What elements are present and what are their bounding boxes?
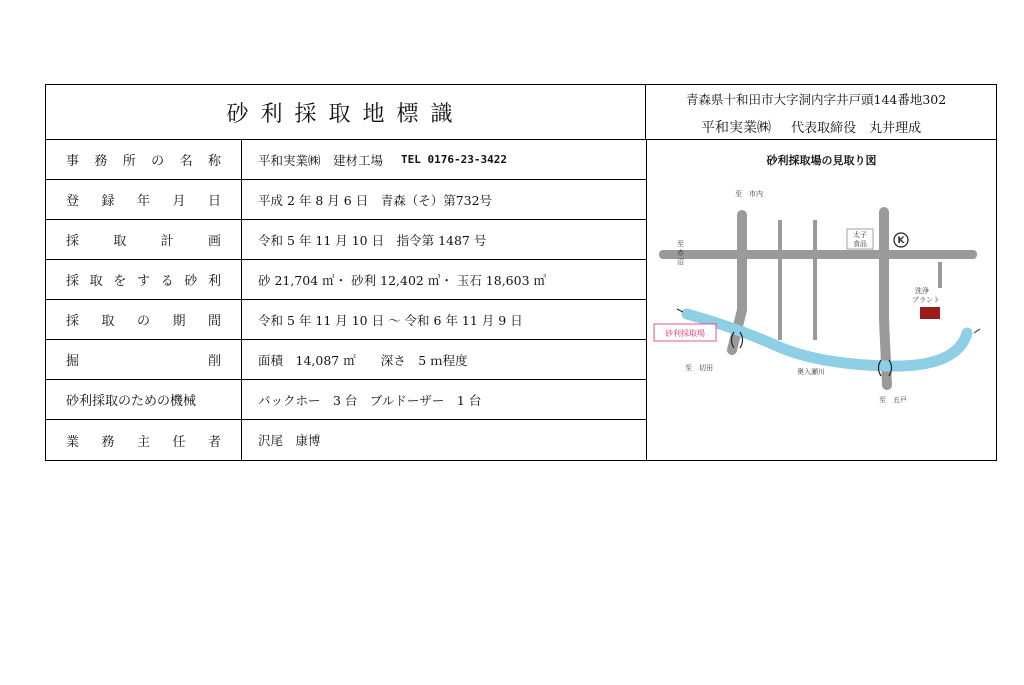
to-city-label: 至 市内 bbox=[735, 190, 763, 198]
plant-label-2: プラント bbox=[912, 296, 940, 304]
row-label-char: 主 bbox=[136, 434, 150, 450]
row-value-text: 沢尾 康博 bbox=[258, 433, 321, 448]
row-label-char: 削 bbox=[207, 354, 221, 369]
row-label-char: 月 bbox=[172, 194, 186, 209]
plant-label-1: 洗浄 bbox=[915, 287, 929, 295]
row-value-text: 令和 5 年 11 月 10 日 指令第 1487 号 bbox=[258, 232, 487, 248]
road-to-gonohe bbox=[884, 212, 887, 385]
row-label-char: 業 bbox=[66, 434, 80, 450]
row-label-char: 取 bbox=[101, 314, 115, 329]
row-value-text: 砂 21,704 ㎥・ 砂利 12,402 ㎥・ 玉石 18,603 ㎥ bbox=[258, 272, 547, 288]
row-label-char: 所 bbox=[122, 154, 136, 169]
owner-representative: 代表取締役 丸井理成 bbox=[791, 121, 922, 136]
page-title: 砂利採取地標識 bbox=[226, 101, 465, 127]
info-row bbox=[46, 140, 646, 180]
taishi-label-1: 太子 bbox=[853, 231, 867, 239]
row-label bbox=[46, 380, 242, 419]
row-value-text: 平和実業㈱ 建材工場 bbox=[258, 152, 384, 168]
row-label-char: の bbox=[151, 154, 165, 169]
title-cell bbox=[46, 85, 646, 140]
row-label-char: 間 bbox=[207, 314, 221, 329]
row-label-char: 事 bbox=[66, 154, 80, 169]
row-label-char: 砂 bbox=[184, 274, 198, 289]
row-label-char: 計 bbox=[160, 234, 174, 249]
office-tel: TEL 0176-23-3422 bbox=[401, 153, 507, 166]
washing-plant-marker bbox=[920, 307, 940, 319]
row-label-char: 日 bbox=[207, 194, 221, 209]
row-label bbox=[46, 420, 242, 460]
row-label bbox=[46, 300, 242, 339]
row-label-char: 採 bbox=[66, 314, 80, 329]
taishi-label-2: 食品 bbox=[853, 240, 867, 248]
row-label-char: 務 bbox=[101, 434, 115, 450]
info-row bbox=[46, 180, 646, 220]
owner-info bbox=[701, 117, 921, 137]
row-value bbox=[258, 420, 321, 460]
row-label-char: 掘 bbox=[66, 354, 80, 369]
row-label-char: 取 bbox=[89, 274, 103, 289]
sign-board bbox=[45, 84, 997, 461]
k-mark-label: K bbox=[897, 236, 905, 246]
row-label-char: 名 bbox=[179, 154, 193, 169]
info-row bbox=[46, 420, 646, 460]
map-title: 砂利採取場の見取り図 bbox=[766, 154, 877, 167]
row-label bbox=[46, 340, 242, 379]
info-row bbox=[46, 300, 646, 340]
row-label-char: 登 bbox=[66, 194, 80, 209]
row-label-char: る bbox=[160, 274, 174, 289]
row-label bbox=[46, 180, 242, 219]
row-value bbox=[258, 300, 523, 339]
row-value-text: 面積 14,087 ㎡ 深さ 5 ｍ程度 bbox=[258, 352, 468, 368]
owner-company: 平和実業㈱ bbox=[701, 120, 771, 136]
row-value bbox=[258, 340, 468, 379]
row-label-char: 利 bbox=[207, 274, 221, 289]
row-label bbox=[46, 140, 242, 179]
to-akanuma-label-2: 赤 bbox=[677, 249, 684, 257]
row-label-char: 採 bbox=[66, 274, 80, 289]
row-label bbox=[46, 220, 242, 259]
site-marker-label: 砂利採取場 bbox=[665, 329, 705, 338]
row-label-text: 砂利採取のための機械 bbox=[66, 394, 197, 409]
row-label-char: 年 bbox=[136, 194, 150, 209]
row-label-char: 取 bbox=[113, 234, 127, 249]
row-value bbox=[258, 140, 507, 179]
river bbox=[687, 314, 967, 366]
row-label-char: 期 bbox=[172, 314, 186, 329]
info-row bbox=[46, 260, 646, 300]
row-value bbox=[258, 220, 486, 259]
owner-cell bbox=[646, 85, 996, 140]
to-kirita-label: 至 切田 bbox=[685, 364, 713, 372]
info-row bbox=[46, 220, 646, 260]
row-label-char: 録 bbox=[101, 194, 115, 209]
row-label-char: す bbox=[136, 274, 150, 289]
row-label-char: 者 bbox=[207, 434, 221, 450]
to-gonohe-label: 至 五戸 bbox=[879, 396, 907, 404]
owner-address: 青森県十和田市大字洞内字井戸頭144番地302 bbox=[686, 92, 947, 107]
row-value bbox=[258, 260, 546, 299]
row-label-char: の bbox=[136, 314, 150, 329]
river-label: 奥入瀬川 bbox=[797, 368, 825, 376]
row-label-char: 称 bbox=[207, 154, 221, 169]
row-label-char: 画 bbox=[207, 234, 221, 249]
row-value-text: 平成 2 年 8 月 6 日 青森（そ）第732号 bbox=[258, 192, 493, 208]
row-value-text: 令和 5 年 11 月 10 日 ～ 令和 6 年 11 月 9 日 bbox=[258, 312, 523, 328]
row-value bbox=[258, 380, 481, 419]
row-value bbox=[258, 180, 492, 219]
to-akanuma-label-3: 沼 bbox=[677, 258, 684, 266]
row-label-char: 務 bbox=[94, 154, 108, 169]
info-row bbox=[46, 380, 646, 420]
row-label-char: 採 bbox=[66, 234, 80, 249]
main-road-horizontal bbox=[659, 250, 977, 259]
site-map bbox=[646, 140, 996, 460]
to-akanuma-label-1: 至 bbox=[677, 240, 684, 248]
row-label-char: 任 bbox=[172, 434, 186, 450]
row-value-text: バックホー 3 台 ブルドーザー 1 台 bbox=[258, 392, 482, 408]
row-label bbox=[46, 260, 242, 299]
row-label-char: を bbox=[113, 274, 127, 289]
info-row bbox=[46, 340, 646, 380]
map-drawing bbox=[647, 140, 997, 460]
